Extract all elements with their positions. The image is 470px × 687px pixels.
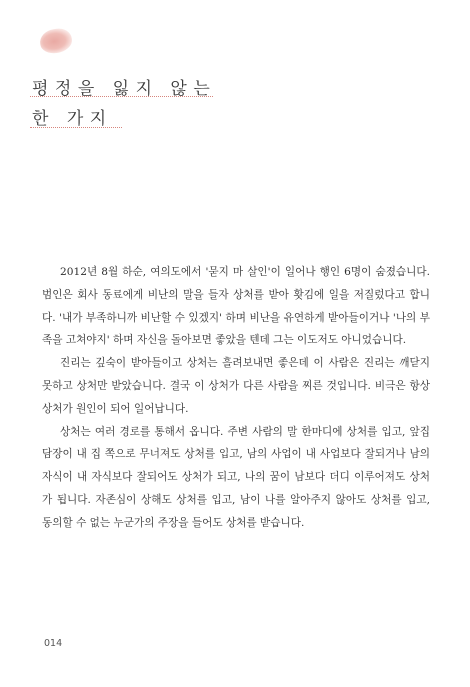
paragraph-1: 2012년 8월 하순, 여의도에서 '묻지 마 살인'이 일어나 행인 6명이 숨졌습니다. 범인은 회사 동료에게 비난의 말을 들자 상처를 받아 홧김에 일을 저질렀다고 합니다. '내가 부족하니까 비난할 수 있겠지' 하며 비난을 유연하게 받아들이거나 '나의 부족을 고쳐야지' 하며 자신을 돌아보면 좋았을 텐데 그는 이도저도 아니었습니다. — [42, 266, 430, 347]
paragraph-3: 상처는 여러 경로를 통해서 옵니다. 주변 사람의 말 한마디에 상처를 입고, 앞집 담장이 내 집 쪽으로 무너져도 상처를 입고, 남의 사업이 내 사업보다 잘되거나 남의 자식이 내 자식보다 잘되어도 상처가 되고, 나의 꿈이 남보다 더디 이루어져도 상처가 됩니다. 자존심이 상해도 상처를 입고, 남이 나를 알아주지 않아도 상처를 입고, 동의할 수 없는 누군가의 주장을 들어도 상처를 받습니다. — [42, 425, 430, 529]
watercolor-blob-decoration — [38, 27, 73, 55]
page-number: 014 — [44, 638, 63, 649]
title-underline-2 — [30, 127, 122, 128]
paragraph-2: 진리는 깊숙이 받아들이고 상처는 흘려보내면 좋은데 이 사람은 진리는 깨닫지 못하고 상처만 받았습니다. 결국 이 상처가 다른 사람을 찌른 것입니다. 비극은 항상 상처가 원인이 되어 일어납니다. — [42, 357, 430, 415]
title-underline-1 — [30, 96, 213, 97]
body-text — [42, 261, 430, 535]
chapter-title-line-1: 평정을 잃지 않는 — [32, 79, 217, 99]
chapter-title-line-2: 한 가지 — [32, 109, 113, 129]
